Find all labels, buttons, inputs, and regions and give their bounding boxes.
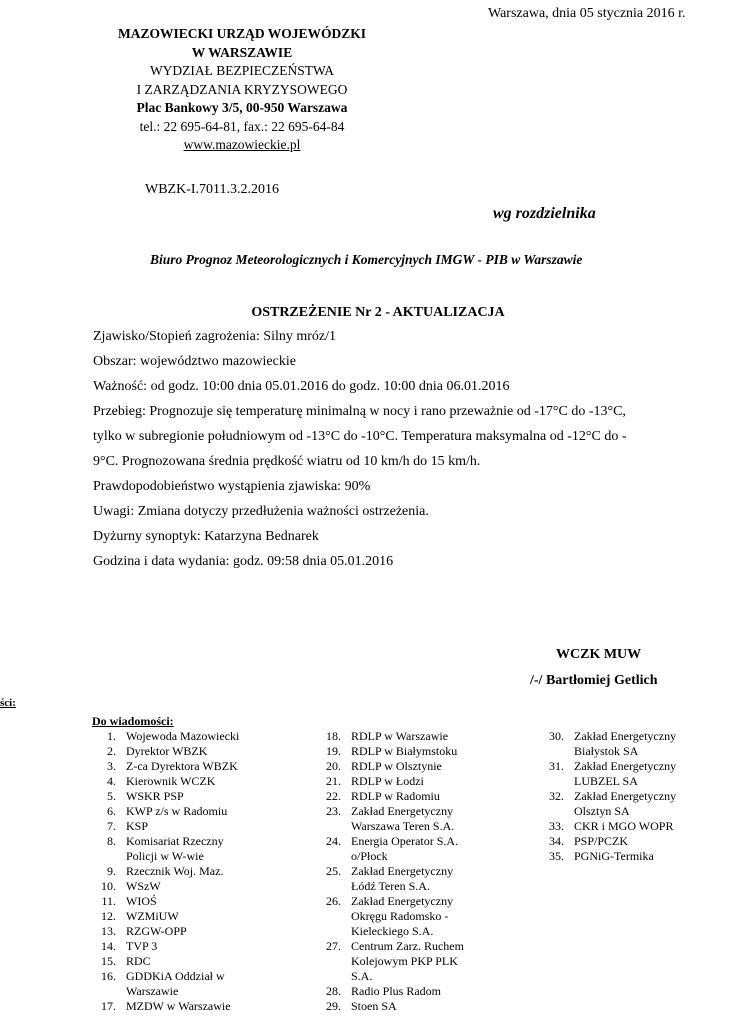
distribution-item-number: 33.	[549, 819, 564, 833]
office-address: Plac Bankowy 3/5, 00-950 Warszawa	[136, 100, 348, 115]
distribution-item-text	[126, 999, 231, 1014]
distribution-item-text	[351, 999, 397, 1014]
distribution-item-number: 17.	[101, 999, 116, 1013]
distribution-item-text	[126, 864, 223, 879]
distribution-item-number: 35.	[549, 849, 564, 863]
distribution-item-number: 2.	[107, 744, 116, 758]
distribution-item-number: 31.	[549, 759, 564, 773]
distribution-item-text	[126, 804, 227, 819]
distribution-item-line: RDLP w Białymstoku	[351, 744, 458, 758]
distribution-item-line: Warszawa Teren S.A.	[351, 819, 455, 833]
distribution-item-number: 34.	[549, 834, 564, 848]
distribution-item	[540, 759, 676, 789]
distribution-item	[540, 819, 676, 834]
distribution-item-line: PSP/PCZK	[574, 834, 629, 848]
distribution-item-text	[126, 759, 238, 774]
distribution-item-line: Policji w W-wie	[126, 849, 204, 863]
distribution-item-number: 10.	[101, 879, 116, 893]
distribution-item-line: Energia Operator S.A.	[351, 834, 459, 848]
distribution-item	[317, 984, 464, 999]
distribution-item-text	[126, 819, 148, 834]
phenomenon-line: Zjawisko/Stopień zagrożenia: Silny mróz/1	[93, 329, 337, 344]
distribution-item-text	[126, 969, 225, 999]
distribution-item-number: 15.	[101, 954, 116, 968]
distribution-item	[92, 909, 239, 924]
distribution-item	[317, 729, 464, 744]
distribution-item-line: MZDW w Warszawie	[126, 999, 231, 1013]
source-office: Biuro Prognoz Meteorologicznych i Komercyjnych IMGW - PIB w Warszawie	[150, 252, 583, 267]
distribution-item-line: WSzW	[126, 879, 161, 893]
distribution-item-line: S.A.	[351, 969, 373, 983]
distribution-item-number: 14.	[101, 939, 116, 953]
distribution-item-line: Z-ca Dyrektora WBZK	[126, 759, 238, 773]
distribution-item-text	[351, 744, 457, 759]
course-line-3: 9°C. Prognozowana średnia prędkość wiatru od 10 km/h do 15 km/h.	[93, 454, 481, 469]
distribution-item-text	[574, 849, 654, 864]
distribution-item	[92, 729, 239, 744]
course-line-2: tylko w subregionie południowym od -13°C do -10°C. Temperatura maksymalna od -12°C do -	[93, 429, 627, 444]
distribution-item	[540, 834, 676, 849]
signature-unit: WCZK MUW	[556, 647, 642, 662]
distribution-item-line: Wojewoda Mazowiecki	[126, 729, 240, 743]
distribution-item-line: Białystok SA	[574, 744, 639, 758]
distribution-title: Do wiadomości:	[92, 714, 174, 728]
distribution-item-text	[351, 834, 458, 864]
distribution-item-line: WZMiUW	[126, 909, 179, 923]
distribution-item-line: LUBZEL SA	[574, 774, 638, 788]
reference-number: WBZK-I.7011.3.2.2016	[145, 182, 280, 197]
validity-line: Ważność: od godz. 10:00 dnia 05.01.2016 do godz. 10:00 dnia 06.01.2016	[93, 379, 510, 394]
distribution-item-text	[351, 759, 442, 774]
probability-line: Prawdopodobieństwo wystąpienia zjawiska: 90%	[93, 479, 371, 494]
distribution-item	[92, 924, 239, 939]
distribution-item-line: RDLP w Olsztynie	[351, 759, 442, 773]
distribution-item-line: Kierownik WCZK	[126, 774, 216, 788]
distribution-item-line: Zakład Energetyczny	[574, 759, 677, 773]
distribution-column-2	[317, 729, 464, 1014]
distribution-item-text	[574, 759, 676, 789]
distribution-item-number: 21.	[326, 774, 341, 788]
recipient-line: wg rozdzielnika	[493, 205, 596, 222]
distribution-item	[317, 759, 464, 774]
distribution-item-line: o/Płock	[351, 849, 388, 863]
distribution-item-text	[574, 789, 676, 819]
signature-name: /-/ Bartłomiej Getlich	[530, 673, 658, 688]
distribution-item	[540, 789, 676, 819]
distribution-item	[317, 789, 464, 804]
distribution-item-text	[126, 909, 179, 924]
distribution-item	[92, 939, 239, 954]
distribution-item	[540, 849, 676, 864]
document-date: Warszawa, dnia 05 stycznia 2016 r.	[488, 6, 686, 21]
distribution-column-1	[92, 729, 239, 1014]
distribution-item-line: RDLP w Radomiu	[351, 789, 440, 803]
distribution-item-number: 22.	[326, 789, 341, 803]
course-line-1: Przebieg: Prognozuje się temperaturę minimalną w nocy i rano przeważnie od -17°C do -13°C,	[93, 404, 626, 419]
distribution-item	[317, 999, 464, 1014]
distribution-item-text	[126, 729, 239, 744]
distribution-item-number: 32.	[549, 789, 564, 803]
distribution-item	[92, 894, 239, 909]
distribution-item-line: Rzecznik Woj. Maz.	[126, 864, 224, 878]
distribution-item-number: 5.	[107, 789, 116, 803]
distribution-item-line: Zakład Energetyczny	[351, 894, 454, 908]
distribution-item-text	[126, 894, 157, 909]
distribution-item	[92, 744, 239, 759]
distribution-item-number: 28.	[326, 984, 341, 998]
office-website-link[interactable]: www.mazowieckie.pl	[183, 137, 301, 152]
distribution-item	[92, 969, 239, 999]
distribution-column-3	[540, 729, 676, 864]
distribution-item	[317, 804, 464, 834]
distribution-item-line: Zakład Energetyczny	[351, 864, 454, 878]
distribution-item	[92, 999, 239, 1014]
distribution-item-text	[126, 834, 224, 864]
distribution-item-number: 4.	[107, 774, 116, 788]
distribution-item-number: 19.	[326, 744, 341, 758]
distribution-item-line: Warszawie	[126, 984, 179, 998]
distribution-item-number: 27.	[326, 939, 341, 953]
distribution-item	[92, 774, 239, 789]
distribution-item-line: Kolejowym PKP PLK	[351, 954, 458, 968]
distribution-item-number: 20.	[326, 759, 341, 773]
distribution-item-number: 24.	[326, 834, 341, 848]
distribution-item-number: 23.	[326, 804, 341, 818]
distribution-item-line: Kieleckiego S.A.	[351, 924, 434, 938]
distribution-item	[317, 939, 464, 984]
distribution-item-text	[126, 939, 157, 954]
warning-title: OSTRZEŻENIE Nr 2 - AKTUALIZACJA	[251, 305, 505, 320]
distribution-item-line: WSKR PSP	[126, 789, 184, 803]
distribution-item	[317, 834, 464, 864]
distribution-item-text	[126, 879, 161, 894]
office-city: W WARSZAWIE	[191, 44, 293, 60]
distribution-item-line: Łódź Teren S.A.	[351, 879, 430, 893]
distribution-item-number: 29.	[326, 999, 341, 1013]
distribution-item-line: Zakład Energetyczny	[574, 729, 677, 743]
distribution-item-line: Dyrektor WBZK	[126, 744, 208, 758]
distribution-item	[317, 894, 464, 939]
distribution-item-text	[126, 774, 215, 789]
distribution-item-number: 13.	[101, 924, 116, 938]
distribution-item-line: Stoen SA	[351, 999, 397, 1013]
distribution-item-number: 7.	[107, 819, 116, 833]
distribution-item	[540, 729, 676, 759]
distribution-item-text	[126, 954, 151, 969]
distribution-item	[92, 864, 239, 879]
issued-line: Godzina i data wydania: godz. 09:58 dnia 05.01.2016	[93, 554, 394, 569]
area-line: Obszar: województwo mazowieckie	[93, 354, 296, 369]
office-phone: tel.: 22 695-64-81, fax.: 22 695-64-84	[139, 118, 345, 134]
distribution-item	[317, 864, 464, 894]
remarks-line: Uwagi: Zmiana dotyczy przedłużenia ważności ostrzeżenia.	[93, 504, 429, 519]
distribution-item-text	[351, 789, 440, 804]
distribution-item-line: TVP 3	[126, 939, 158, 953]
distribution-item-text	[351, 939, 464, 984]
distribution-item-text	[351, 804, 454, 834]
distribution-item-number: 30.	[549, 729, 564, 743]
distribution-item-line: Centrum Zarz. Ruchem	[351, 939, 464, 953]
distribution-item-line: KSP	[126, 819, 149, 833]
distribution-item-line: Olsztyn SA	[574, 804, 630, 818]
letterhead	[92, 25, 392, 155]
distribution-item-text	[351, 864, 453, 894]
distribution-item-number: 26.	[326, 894, 341, 908]
distribution-item-text	[351, 984, 441, 999]
distribution-item-number: 11.	[101, 894, 116, 908]
distribution-item	[317, 774, 464, 789]
distribution-item-number: 16.	[101, 969, 116, 983]
distribution-item	[317, 744, 464, 759]
distribution-item-number: 3.	[107, 759, 116, 773]
distribution-item-line: Komisariat Rzeczny	[126, 834, 224, 848]
distribution-item-number: 18.	[326, 729, 341, 743]
distribution-item-text	[126, 789, 184, 804]
distribution-item-text	[351, 774, 424, 789]
department-name-cont: I ZARZĄDZANIA KRYZYSOWEGO	[136, 81, 348, 97]
department-name: WYDZIAŁ BEZPIECZEŃSTWA	[149, 63, 335, 78]
distribution-item-line: Zakład Energetyczny	[574, 789, 677, 803]
distribution-item-text	[351, 894, 453, 939]
distribution-item	[92, 954, 239, 969]
office-name: MAZOWIECKI URZĄD WOJEWÓDZKI	[117, 26, 367, 41]
forecaster-line: Dyżurny synoptyk: Katarzyna Bednarek	[93, 529, 319, 544]
distribution-item-line: Zakład Energetyczny	[351, 804, 454, 818]
distribution-item-number: 8.	[107, 834, 116, 848]
distribution-item-text	[126, 924, 187, 939]
distribution-item-line: KWP z/s w Radomiu	[126, 804, 228, 818]
distribution-item-number: 1.	[107, 729, 116, 743]
distribution-item	[92, 819, 239, 834]
distribution-item	[92, 789, 239, 804]
distribution-item-line: CKR i MGO WOPR	[574, 819, 674, 833]
distribution-item-number: 6.	[107, 804, 116, 818]
distribution-item	[92, 759, 239, 774]
distribution-item	[92, 804, 239, 819]
distribution-item	[92, 834, 239, 864]
distribution-item	[92, 879, 239, 894]
distribution-item-line: RDC	[126, 954, 151, 968]
cut-off-label: ści:	[0, 697, 16, 709]
distribution-item-number: 9.	[107, 864, 116, 878]
distribution-item-text	[574, 834, 628, 849]
distribution-item-number: 12.	[101, 909, 116, 923]
distribution-item-text	[126, 744, 207, 759]
distribution-item-line: RDLP w Łodzi	[351, 774, 424, 788]
distribution-item-line: RDLP w Warszawie	[351, 729, 449, 743]
distribution-item-line: PGNiG-Termika	[574, 849, 654, 863]
distribution-item-line: GDDKiA Oddział w	[126, 969, 225, 983]
distribution-item-line: Okręgu Radomsko -	[351, 909, 449, 923]
distribution-item-line: WIOŚ	[126, 894, 157, 908]
distribution-item-text	[574, 729, 676, 759]
distribution-item-number: 25.	[326, 864, 341, 878]
distribution-item-line: RZGW-OPP	[126, 924, 187, 938]
distribution-item-text	[351, 729, 448, 744]
distribution-item-line: Radio Plus Radom	[351, 984, 442, 998]
distribution-item-text	[574, 819, 673, 834]
